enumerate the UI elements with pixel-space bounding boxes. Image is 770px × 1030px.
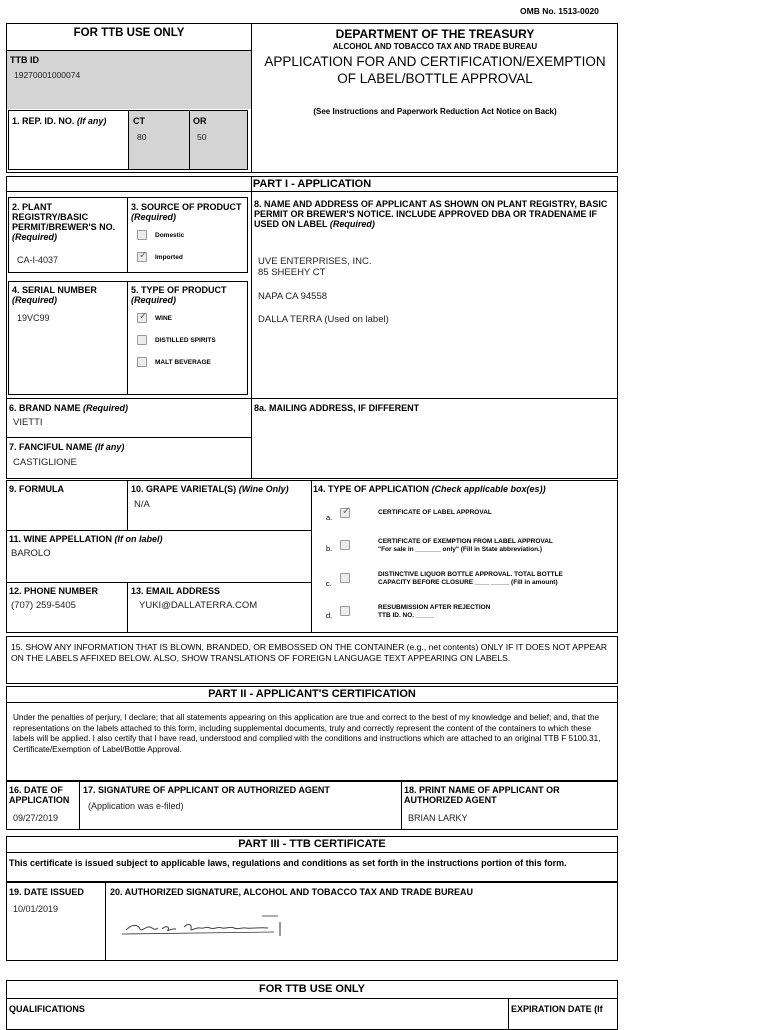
product-type-label: 5. TYPE OF PRODUCT (Required) (131, 285, 227, 305)
serial-number-value: 19VC99 (17, 313, 50, 323)
date-issued-label: 19. DATE ISSUED (9, 887, 84, 897)
part-2-heading: PART II - APPLICANT'S CERTIFICATION (208, 688, 416, 700)
exemption-option: CERTIFICATE OF EXEMPTION FROM LABEL APPROVAL "For sale in _______ only" (Fill in State abbreviation.) (378, 538, 553, 553)
authorized-signature-label: 20. AUTHORIZED SIGNATURE, ALCOHOL AND TOBACCO TAX AND TRADE BUREAU (110, 887, 474, 897)
grape-label: 10. GRAPE VARIETAL(S) (Wine Only) (131, 484, 289, 494)
distinctive-bottle-checkbox[interactable] (340, 573, 350, 583)
imported-label: Imported (155, 254, 183, 261)
bureau-title: ALCOHOL AND TOBACCO TAX AND TRADE BUREAU (332, 42, 538, 51)
fanciful-name-label: 7. FANCIFUL NAME (If any) (9, 442, 125, 452)
application-type-label: 14. TYPE OF APPLICATION (Check applicable box(es)) (313, 484, 546, 494)
email-label: 13. EMAIL ADDRESS (131, 586, 221, 596)
print-name-value: BRIAN LARKY (408, 813, 468, 823)
wine-label: WINE (155, 315, 172, 322)
appellation-value: BAROLO (11, 548, 51, 559)
department-title: DEPARTMENT OF THE TREASURY (335, 27, 535, 41)
date-of-application-value: 09/27/2019 (13, 813, 59, 823)
exemption-checkbox[interactable] (340, 540, 350, 550)
label-approval-checkbox[interactable] (340, 508, 350, 518)
or-label: OR (193, 116, 207, 126)
resubmission-checkbox[interactable] (340, 606, 350, 616)
mailing-address-label: 8a. MAILING ADDRESS, IF DIFFERENT (254, 403, 420, 413)
ttb-use-only-heading: FOR TTB USE ONLY (73, 27, 185, 39)
distinctive-bottle-option: DISTINCTIVE LIQUOR BOTTLE APPROVAL. TOTAL BOTTLE CAPACITY BEFORE CLOSURE ____ _____ (Fill in amount) (378, 571, 563, 586)
phone-label: 12. PHONE NUMBER (9, 586, 99, 596)
brand-name-label: 6. BRAND NAME (Required) (9, 403, 129, 413)
email-value: YUKI@DALLATERRA.COM (139, 600, 258, 611)
label-approval-option: CERTIFICATE OF LABEL APPROVAL (378, 509, 492, 516)
ct-label: CT (133, 116, 145, 126)
resubmission-option: RESUBMISSION AFTER REJECTION TTB ID. NO. _____ (378, 604, 491, 619)
signature-label: 17. SIGNATURE OF APPLICANT OR AUTHORIZED AGENT (83, 785, 330, 795)
certification-text: Under the penalties of perjury, I declare; that all statements appearing on this application are true and correct to the best of my knowledge and belief; and, that the representations on the labels attached to this form, including supplemental documents, truly and correctly represent the content of the containers to which these labels will be applied. I also certify that I have read, understood and complied with the conditions and instructions which are attached to an original TTB F 5100.31, Certificate/Exemption of Label/Bottle Approval. (13, 713, 601, 754)
ct-value: 80 (137, 132, 147, 142)
domestic-label: Domestic (155, 232, 185, 239)
phone-value: (707) 259-5405 (11, 600, 76, 611)
plant-registry-label: 2. PLANT REGISTRY/BASIC PERMIT/BREWER'S NO. (Required) (12, 202, 116, 242)
wine-checkbox[interactable] (137, 313, 147, 323)
part-3-heading: PART III - TTB CERTIFICATE (238, 838, 386, 850)
date-issued-value: 10/01/2019 (13, 904, 59, 914)
expiration-date-label: EXPIRATION DATE (If (511, 1004, 603, 1014)
checkmark-icon: ✓ (139, 311, 148, 322)
distilled-spirits-label: DISTILLED SPIRITS (155, 337, 216, 344)
applicant-street: 85 SHEEHY CT (258, 267, 326, 278)
ttb-id-label: TTB ID (10, 55, 39, 65)
applicant-label: 8. NAME AND ADDRESS OF APPLICANT AS SHOWN ON PLANT REGISTRY, BASIC PERMIT OR BREWER'S NOTICE. INCLUDE APPROVED DBA OR TRADENAME IF USED ON LABEL (Required) (254, 199, 608, 229)
source-label: 3. SOURCE OF PRODUCT (Required) (131, 202, 242, 222)
date-of-application-label: 16. DATE OF APPLICATION (9, 785, 70, 805)
form-title: APPLICATION FOR AND CERTIFICATION/EXEMPTION OF LABEL/BOTTLE APPROVAL (264, 54, 606, 86)
checkmark-icon: ✓ (342, 506, 351, 517)
grape-value: N/A (134, 499, 150, 510)
authorized-signature-image (118, 912, 288, 938)
domestic-checkbox[interactable] (137, 230, 147, 240)
part-1-heading: PART I - APPLICATION (252, 178, 372, 190)
rep-id-label: 1. REP. ID. NO. (If any) (12, 116, 107, 126)
qualifications-label: QUALIFICATIONS (9, 1004, 85, 1014)
applicant-dba: DALLA TERRA (Used on label) (258, 314, 389, 325)
or-value: 50 (197, 132, 207, 142)
imported-checkbox[interactable] (137, 252, 147, 262)
print-name-label: 18. PRINT NAME OF APPLICANT OR AUTHORIZED AGENT (404, 785, 560, 805)
checkmark-icon: ✓ (139, 250, 148, 261)
form-note: (See Instructions and Paperwork Reduction Act Notice on Back) (313, 107, 557, 116)
plant-registry-value: CA-I-4037 (17, 255, 59, 265)
fanciful-name-value: CASTIGLIONE (13, 457, 77, 468)
ttb-id-value: 19270001000074 (14, 70, 81, 80)
applicant-city: NAPA CA 94558 (258, 291, 328, 302)
item-15-instructions: 15. SHOW ANY INFORMATION THAT IS BLOWN, BRANDED, OR EMBOSSED ON THE CONTAINER (e.g., net contents) ONLY IF IT DOES NOT APPEAR ON THE LABELS AFFIXED BELOW. ALSO, SHOW TRANSLATIONS OF FOREIGN LANGUAGE TEXT APPEARING ON LABELS. (11, 642, 608, 663)
brand-name-value: VIETTI (13, 417, 43, 428)
applicant-name: UVE ENTERPRISES, INC. (258, 256, 372, 267)
malt-beverage-checkbox[interactable] (137, 357, 147, 367)
certificate-note: This certificate is issued subject to applicable laws, regulations and conditions as set forth in the instructions portion of this form. (9, 858, 567, 868)
serial-number-label: 4. SERIAL NUMBER (Required) (12, 285, 97, 305)
signature-value: (Application was e-filed) (88, 801, 184, 811)
appellation-label: 11. WINE APPELLATION (If on label) (9, 534, 163, 544)
distilled-spirits-checkbox[interactable] (137, 335, 147, 345)
ttb-use-only-footer: FOR TTB USE ONLY (259, 983, 365, 995)
malt-beverage-label: MALT BEVERAGE (155, 359, 211, 366)
omb-number: OMB No. 1513-0020 (520, 6, 599, 16)
formula-label: 9. FORMULA (9, 484, 64, 494)
